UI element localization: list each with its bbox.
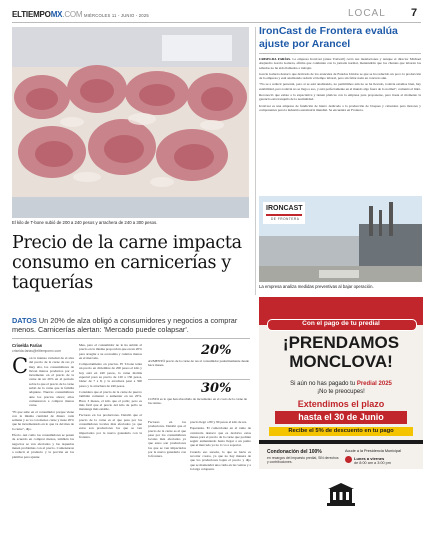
stat-divider (148, 379, 250, 380)
ad-big-1: ¡PRENDAMOS (282, 333, 400, 352)
ad-cond-title: Condonación del 100% (267, 449, 322, 455)
deck-text: Un 20% de alza obligó a consumidores y negocios a comprar menos. Carnicerías alertan: 'Mercado puede colapsar'. (12, 316, 238, 334)
ad-line-3: Extendimos el plazo (297, 399, 385, 409)
side-p1-text: La empresa IronCast (antes Trelwell) cerró sus instalaciones y aunque el director Michael Alejandro García Galarza, afirma que continúan con la jornada normal, mantendrán que los clientes que laboran los sábados no ha sido llamados a trabajar. (259, 57, 421, 70)
col2-p4: Factores en los productores. Detalló que el precio de la carne es el que pasa por los consumidores locales más afectados ya que estos son productores los que se ven impactados por la nueva ganadería con la frontera. (79, 413, 142, 439)
stat-1-text: AUMENTÓ precio de la carne de res al consumidor paulatinamente desde hace meses. (148, 359, 249, 368)
predial-ad[interactable] (259, 297, 423, 556)
header-rule (12, 22, 421, 23)
ad-office-title: Acude a la Presidencia Municipal (345, 449, 401, 453)
ironcast-photo (259, 196, 422, 282)
byline: Criselda Farías (12, 343, 43, 348)
col3-p1: precio llegó a 80 y 90 pesos el kilo de res. (190, 420, 247, 424)
stat-2-text: COSTO es lo que han absorbido de incremento en el costo de la carne de las rentas. (148, 397, 247, 406)
ad-office-days: Lunes a viernes (354, 456, 385, 461)
deck-lead: DATOS (12, 316, 37, 325)
ad-top-line: Con el pago de tu predial (302, 320, 380, 327)
col1-p2: "El que sube en el consumidor porque viene con la misma cantidad de dinero cada semana y se va con menos carne y tiene 20% que ha incrementado en lo que va del mes de la carne", dijo. (12, 409, 74, 431)
photo-caption: El kilo de T-bone subió de 200 a 240 pesos y arrachera de 240 a 300 pesos. (12, 220, 158, 225)
deck (12, 316, 250, 334)
meat-photo-art (12, 27, 249, 218)
ironcast-logo-bar (266, 214, 302, 216)
ad-cond-text: en recargos del impuesto predial, SIN derechos y contribuciones. (267, 456, 339, 465)
ad-line-5: Recibe el 5% de descuento en tu pago (288, 428, 394, 434)
side-p5: IronCast es una empresa de fundición de hierro dedicada a la producción de bloques y cabezales para motores y componentes para la industria automotriz mundial. Se encuentra en Frontera. (259, 103, 421, 112)
logo-main: ELTIEMPO (12, 10, 51, 19)
col1-p1: on la intensa variedad de el alza del precio de la carne de res ya muy alta, los consumidores de llevan menos productos por el incremento en el precio de la carne de un 20% en el periodo sobre la que el precio de la carne subió de la carne que la familia adquiere. Nuevas consumidores ante los precios ahora; ellos comenzaron a comprar menos carne. (29, 356, 74, 408)
issue-date: MIÉRCOLES 11 - JUNIO - 2025 (84, 13, 149, 18)
side-p2: García Galarza destacó que derivado de los aranceles de Estados Unidos se que se ha reducido un poco la producción de la empresa y está analizando reducir el tiempo laboral, pero sin faltar nada en concreto aún. (259, 71, 421, 81)
article-col-2b (148, 420, 186, 556)
meat-photo (12, 27, 249, 218)
article-col-1 (12, 356, 74, 556)
ironcast-logo (263, 202, 305, 224)
ad-line-1-text: Si aún no has pagado tu (290, 381, 356, 387)
drop-cap: C (12, 354, 29, 378)
side-p4: Reconoció que existe a la expectativa y tienen platicas con la empresa para proponerse, pero hasta el momento la gerencia está tranquila de la normalidad. (259, 93, 421, 102)
municipal-seal-art (327, 483, 355, 507)
col2b-p1: Factores en los productores. Detalló que el precio de la carne es el que pasa por los consumidores locales más afectados ya que estos son productores los que se ven impactados por la nueva ganadería con la frontera. (148, 420, 186, 459)
masthead (12, 10, 82, 19)
stat-1-value: 20% (201, 343, 232, 358)
ad-office-hours: de 8:00 am a 3:00 pm (354, 461, 391, 465)
ad-line-1-highlight: Predial 2025 (356, 381, 392, 387)
logo-accent: MX (50, 10, 63, 19)
col1-p3: Efecto. Así como los consumidores se ponen de acuerdo en comprar menos, también los negocios se ven afectados y las taquerías tienen problemas con el precio. Comenzaron a reducir el producto y la porción en los platillos para ajustar. (12, 433, 74, 459)
side-p3: "No se a reducir personal, pero si se está analizando, no permitimos aún no se ha llevado, todavía estamos bien, hay estabilidad, pero todavía no se llega a eso, y está perfectamente en el mundo algo fuera de lo normal", comentó el líder. (259, 82, 421, 91)
side-divider (255, 27, 256, 295)
section-label: LOCAL (348, 8, 386, 19)
col3-p2: Esperanza. El comerciante en el ramo de carnicería destacó que es decisivo estos meses para el precio de la carne que podrían seguir aumentando hasta llegar a un punto que el mercado ya no lo va a soportar. (190, 426, 251, 448)
col2-p1: Mes, pero el consumidor no le ha subido al precio en la misma proporción que en un 20% para arreglar a su economía y cuántos menos en el mercado. (79, 343, 142, 360)
ad-line-4: hasta el 30 de Junio (298, 412, 384, 422)
deck-rule (12, 338, 250, 339)
side-headline: IronCast de Frontera evalúa ajuste por Arancel (259, 25, 398, 50)
side-headline-rule (259, 53, 421, 54)
page-number: 7 (411, 7, 418, 19)
ironcast-logo-sub: DE FRONTERA (271, 217, 300, 221)
article-col-2 (79, 343, 142, 556)
col2-p2: Comportamiento en precios. El T-bone tenía un precio en diciembre de 200 pesos el kilo y hoy está en 240 pesos, la carne molida especial pasó su precio de 120 a 150 pesos, bistec de 7 a 8, y la arrachera pasó a 300 pesos y la arrachera de 240 pesos. (79, 362, 142, 388)
col2-p3: Considera que el precio de la carne de puerco también comenzó a aumentar en un 20%. Hace 3 meses, el kilo que el pollo; pero es más fácil que el precio del kilo de pollo se mantenga más estable. (79, 389, 142, 412)
stat-2-value: 30% (201, 381, 232, 396)
municipal-seal-icon (327, 483, 355, 507)
logo-suffix: .COM (62, 10, 83, 19)
col3-p3: Cuando eso suceda, lo que se haría es recortar costos, ya que no hay manera de que los productores bajen el precio y dijo que se mantendrá una caída en las ventas y a la larga colapsará. (190, 449, 251, 471)
ironcast-logo-text: IRONCAST (266, 205, 303, 212)
ad-dark-band (259, 440, 423, 444)
main-headline: Precio de la carne impacta consumo en carnicerías y taquerías (12, 233, 242, 293)
clock-icon (345, 456, 352, 463)
ad-line-2: ¡No te preocupes! (317, 389, 365, 395)
article-col-3 (190, 420, 251, 556)
byline-email: criselda.farias@eltiempomx.com (12, 349, 62, 353)
side-byline: CRISELDA FARÍAS. (259, 57, 291, 61)
side-article-body (259, 57, 421, 192)
ad-line-1 (259, 381, 423, 387)
ad-big-2: MONCLOVA! (289, 352, 393, 371)
side-p1 (259, 57, 421, 70)
ironcast-caption: La empresa analiza medidas preventivas al bajar operación. (259, 284, 374, 289)
